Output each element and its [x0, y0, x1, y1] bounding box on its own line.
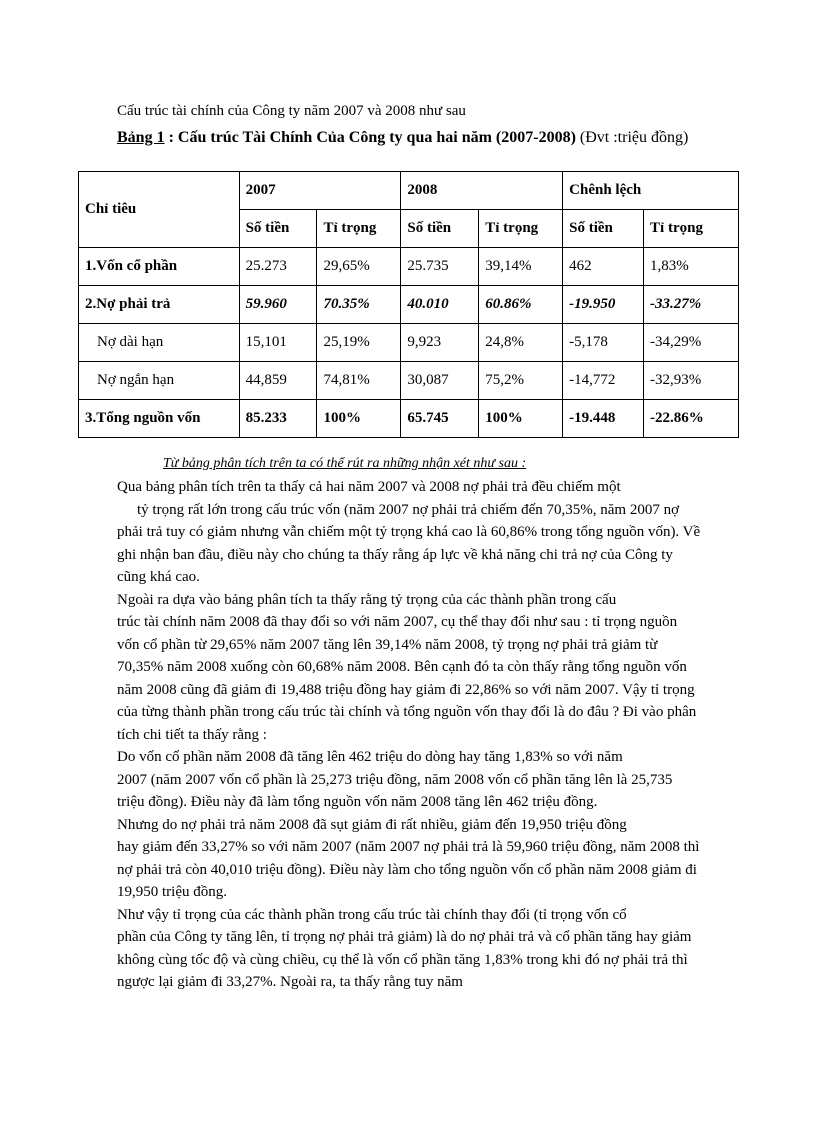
cell-amount-2007: 85.233 [239, 400, 317, 438]
row-item: 3.Tổng nguồn vốn [79, 400, 240, 438]
row-item: Nợ ngắn hạn [79, 362, 240, 400]
paragraph-first-line: Ngoài ra dựa vào bảng phân tích ta thấy rằng tỷ trọng của các thành phần trong cấu [117, 591, 617, 608]
paragraph-text: 2007 (năm 2007 vốn cổ phần là 25,273 triệu đồng, năm 2008 vốn cổ phần tăng lên là 25,735 triệu đồng). Điều này đã làm tổng nguồn vốn năm 2008 tăng lên 462 triệu đồng. [117, 771, 673, 810]
table-row [79, 286, 739, 324]
cell-amount-diff: -5,178 [563, 324, 644, 362]
header-ratio: Tỉ trọng [479, 210, 563, 248]
cell-ratio-2007: 100% [317, 400, 401, 438]
table-caption [117, 127, 717, 148]
paragraph-first-line: Do vốn cổ phần năm 2008 đã tăng lên 462 triệu do dòng hay tăng 1,83% so với năm [117, 749, 623, 765]
cell-ratio-2007: 70.35% [317, 286, 401, 324]
caption-separator: : [164, 129, 178, 146]
header-ratio: Tỉ trọng [644, 210, 739, 248]
cell-amount-2007: 25.273 [239, 248, 317, 286]
cell-amount-diff: -14,772 [563, 362, 644, 400]
paragraph-text: tỷ trọng rất lớn trong cấu trúc vốn (năm 2007 nợ phải trả chiếm đến 70,35%, năm 2007 nợ phải trả tuy có giảm nhưng vẫn chiếm một tỷ trọng khá cao là 60,86% trong tổng nguồn vốn). Về ghi nhận ban đầu, điều này cho chúng ta thấy rằng áp lực về khả năng chi trả nợ của Công ty cũng khá cao. [117, 501, 701, 585]
table-row [79, 248, 739, 286]
cell-ratio-2007: 25,19% [317, 324, 401, 362]
paragraph [117, 589, 701, 747]
cell-ratio-2008: 24,8% [479, 324, 563, 362]
paragraph [117, 746, 701, 814]
intro-line: Cấu trúc tài chính của Công ty năm 2007 và 2008 như sau [117, 103, 466, 119]
table-title: Cấu trúc Tài Chính Của Công ty qua hai năm (2007-2008) [177, 129, 576, 146]
cell-ratio-2008: 75,2% [479, 362, 563, 400]
cell-amount-diff: -19.950 [563, 286, 644, 324]
cell-amount-2008: 9,923 [401, 324, 479, 362]
cell-ratio-2007: 74,81% [317, 362, 401, 400]
paragraph-continuation [117, 929, 691, 990]
cell-amount-2007: 44,859 [239, 362, 317, 400]
cell-ratio-diff: -22.86% [644, 400, 739, 438]
table-unit: (Đvt :triệu đồng) [579, 129, 689, 146]
cell-amount-2008: 25.735 [401, 248, 479, 286]
row-item: 2.Nợ phải trả [79, 286, 240, 324]
header-row-years [79, 172, 739, 210]
cell-ratio-diff: -32,93% [644, 362, 739, 400]
cell-amount-2008: 65.745 [401, 400, 479, 438]
cell-ratio-2008: 39,14% [479, 248, 563, 286]
cell-ratio-2007: 29,65% [317, 248, 401, 286]
paragraph [117, 814, 701, 904]
paragraph-first-line: Nhưng do nợ phải trả năm 2008 đã sụt giảm đi rất nhiều, giảm đến 19,950 triệu đồng [117, 816, 627, 833]
cell-amount-2008: 30,087 [401, 362, 479, 400]
paragraph-text: trúc tài chính năm 2008 đã thay đổi so với năm 2007, cụ thể thay đổi như sau : tỉ trọng nguồn vốn cổ phần từ 29,65% năm 2007 tăng lên 39,14% năm 2008, tỷ trọng nợ phải trả giảm từ 70,35% năm 2008 xuống còn 60,68% năm 2008. Bên cạnh đó ta còn thấy rằng tổng nguồn vốn năm 2008 cũng đã giảm đi 19,488 triệu đồng hay giảm đi 22,86% so với năm 2007. Vậy tỉ trọng của từng thành phần trong cấu trúc tài chính và tổng nguồn vốn thay đổi là do đâu ? Đi vào phân tích chi tiết ta thấy rằng : [117, 614, 697, 743]
paragraph-text: phần của Công ty tăng lên, tỉ trọng nợ phải trả giảm) là do nợ phải trả và cổ phần tăng hay giảm không cùng tốc độ và cùng chiều, cụ thể là vốn cổ phần tăng 1,83% trong khi đó nợ phải trả thì ngược lại giảm đi 33,27%. Ngoài ra, ta thấy rằng tuy năm [117, 929, 692, 990]
analysis-body [117, 476, 701, 994]
cell-ratio-diff: -33.27% [644, 286, 739, 324]
cell-ratio-2008: 100% [479, 400, 563, 438]
header-ratio: Tỉ trọng [317, 210, 401, 248]
paragraph-continuation [117, 772, 672, 811]
analysis-subtitle: Từ bảng phân tích trên ta có thể rút ra những nhận xét như sau : [163, 456, 527, 471]
cell-amount-diff: 462 [563, 248, 644, 286]
header-amount: Số tiền [563, 210, 644, 248]
header-amount: Số tiền [239, 210, 317, 248]
header-diff: Chênh lệch [563, 172, 739, 210]
paragraph-first-line: Qua bảng phân tích trên ta thấy cả hai năm 2007 và 2008 nợ phải trả đều chiếm một [117, 479, 621, 495]
row-item: Nợ dài hạn [79, 324, 240, 362]
cell-amount-2007: 59.960 [239, 286, 317, 324]
table-row [79, 362, 739, 400]
paragraph-continuation [117, 502, 700, 586]
header-item: Chỉ tiêu [79, 172, 240, 248]
table-row [79, 400, 739, 438]
cell-ratio-2008: 60.86% [479, 286, 563, 324]
table-label: Bảng 1 [117, 129, 165, 146]
header-2007: 2007 [239, 172, 401, 210]
cell-amount-diff: -19.448 [563, 400, 644, 438]
paragraph [117, 476, 701, 589]
financial-structure-table [78, 171, 739, 438]
table-row [79, 324, 739, 362]
paragraph [117, 904, 701, 994]
paragraph-continuation [117, 839, 699, 900]
row-item: 1.Vốn cổ phần [79, 248, 240, 286]
header-2008: 2008 [401, 172, 563, 210]
cell-amount-2007: 15,101 [239, 324, 317, 362]
paragraph-text: hay giảm đến 33,27% so với năm 2007 (năm 2007 nợ phải trả là 59,960 triệu đồng, năm 2008 thì nợ phải trả còn 40,010 triệu đồng). Điều này làm cho tổng nguồn vốn cổ phần năm 2008 giảm đi 19,950 triệu đồng. [117, 839, 700, 900]
paragraph-continuation [117, 614, 696, 743]
header-amount: Số tiền [401, 210, 479, 248]
cell-amount-2008: 40.010 [401, 286, 479, 324]
paragraph-first-line: Như vậy tỉ trọng của các thành phần trong cấu trúc tài chính thay đổi (tỉ trọng vốn cổ [117, 906, 627, 923]
cell-ratio-diff: -34,29% [644, 324, 739, 362]
cell-ratio-diff: 1,83% [644, 248, 739, 286]
